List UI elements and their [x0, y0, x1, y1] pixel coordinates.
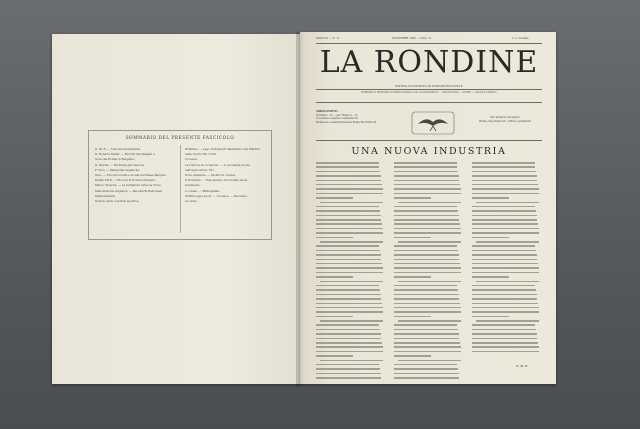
text-line: [316, 254, 381, 256]
text-line: [394, 272, 461, 274]
toc-left-column: [95, 147, 179, 204]
text-line: [472, 228, 539, 230]
spine-shadow: [296, 32, 304, 386]
toc-entry: P. Benchini. — Esposizione di Colombi ad al-: [185, 178, 248, 183]
toc-entry: Notizie varie e notizie sportive.: [95, 199, 140, 204]
info-line: Redazione e Amministrazione Roma Via Orsini 25: [316, 120, 377, 124]
left-page: [52, 34, 300, 384]
text-line: [316, 171, 380, 173]
text-line: [394, 316, 431, 318]
text-line: [316, 232, 383, 234]
text-line: [472, 285, 535, 287]
text-line: [394, 228, 461, 230]
article-headline: UNA NUOVA INDUSTRIA: [351, 146, 507, 157]
text-line: [472, 307, 539, 309]
text-line: [316, 294, 381, 296]
toc-entry: ne varie.: [185, 199, 198, 204]
article-signature: G. M. R.: [516, 364, 529, 368]
toc-entry: Cronaca.: [185, 157, 198, 162]
toc-entry: La rubrica in occasione. — A. prossima nuova: [185, 162, 250, 167]
text-line: [394, 342, 460, 344]
text-line: [316, 338, 381, 340]
text-line: [316, 223, 382, 225]
text-line: [472, 338, 537, 340]
text-line: [316, 263, 382, 265]
right-page: [300, 32, 556, 384]
text-line: [394, 223, 460, 225]
text-line: [394, 355, 431, 357]
text-line: [472, 219, 537, 221]
text-line: [472, 184, 538, 186]
text-line: [394, 329, 458, 331]
issue-number: ANNO IV — N. 11: [316, 37, 340, 40]
text-line: [476, 320, 539, 322]
text-line: [472, 162, 535, 164]
text-line: [320, 320, 383, 322]
text-line: [394, 303, 460, 305]
text-line: [316, 324, 379, 326]
text-line: [316, 237, 353, 239]
text-line: [472, 346, 539, 348]
text-line: [316, 267, 383, 269]
text-line: [394, 210, 458, 212]
text-line: [316, 316, 353, 318]
text-line: [394, 180, 459, 182]
postal-account: C. C. Postale: [512, 37, 529, 40]
text-line: [316, 351, 383, 353]
text-line: [316, 272, 383, 274]
text-line: [394, 346, 461, 348]
text-line: [316, 250, 380, 252]
text-line: [394, 250, 458, 252]
text-line: [394, 259, 459, 261]
text-line: [394, 333, 459, 335]
text-line: [472, 351, 539, 353]
text-line: [316, 206, 379, 208]
text-line: [472, 245, 535, 247]
toc-entry: Miss Pretoria Angelica. — Beccafichi Reticolati: [95, 188, 162, 193]
swallow-emblem: [404, 110, 462, 136]
tagline-rule: [316, 102, 542, 103]
text-line: [320, 360, 383, 362]
text-line: [394, 267, 461, 269]
text-line: [476, 241, 539, 243]
text-line: [316, 219, 381, 221]
toc-entry: Ornithologia sport. — Cronaca. — Recensio-: [185, 193, 248, 198]
text-line: [394, 162, 457, 164]
text-line: [394, 289, 458, 291]
text-line: [394, 188, 461, 190]
text-line: [394, 254, 459, 256]
text-line: [316, 307, 383, 309]
toc-entry: dell'Agricoltura, Etc.: [185, 167, 215, 172]
text-line: [394, 364, 457, 366]
text-line: [316, 377, 381, 379]
subscription-info: [316, 110, 394, 124]
text-line: [472, 329, 536, 331]
text-column-3: [472, 162, 540, 355]
info-line: Per annunzi rivolgersi: [490, 116, 520, 119]
text-line: [394, 263, 460, 265]
text-line: [316, 311, 383, 313]
table-of-contents: [88, 130, 272, 240]
masthead: LA RONDINE: [319, 45, 539, 80]
toc-entry: Gino. — Piccoli uccelli e uccelli nel Paese Bergam.: [95, 173, 167, 178]
text-line: [320, 281, 383, 283]
toc-title: SOMMARIO DEL PRESENTE FASCICOLO: [125, 135, 235, 140]
text-line: [316, 298, 381, 300]
text-line: [394, 351, 461, 353]
text-line: [472, 206, 535, 208]
info-line: ABBONAMENTI: [316, 110, 338, 113]
text-line: [394, 232, 461, 234]
text-line: [472, 342, 538, 344]
text-line: [394, 311, 461, 313]
text-line: [394, 206, 457, 208]
toc-entry: Emilio Ferri. — Ricordi di Roberto Paolani.: [95, 178, 156, 183]
text-line: [316, 228, 383, 230]
text-line: [394, 368, 458, 370]
text-line: [398, 202, 461, 204]
text-line: [316, 162, 379, 164]
text-line: [394, 294, 459, 296]
text-line: [394, 285, 457, 287]
text-line: [394, 338, 459, 340]
text-line: [472, 289, 536, 291]
text-line: [472, 254, 537, 256]
text-line: [316, 188, 383, 190]
text-line: [472, 171, 536, 173]
text-line: [316, 210, 380, 212]
subtitle: RIVISTA ILLUSTRATA DI SCIENZE RACCOLTE: [395, 84, 463, 88]
text-line: [476, 202, 539, 204]
text-line: [394, 373, 459, 375]
text-line: [398, 360, 461, 362]
text-line: [316, 289, 380, 291]
text-line: [316, 197, 353, 199]
text-line: [472, 303, 538, 305]
toc-entry: Note dal Ronda di Bergamo.: [95, 157, 136, 162]
text-line: [316, 166, 379, 168]
text-line: [316, 329, 380, 331]
text-line: [394, 298, 459, 300]
text-line: [398, 281, 461, 283]
text-line: [472, 215, 537, 217]
headline-rule: [316, 140, 542, 141]
text-column-1: [316, 162, 384, 382]
text-line: [394, 377, 459, 379]
text-line: [316, 346, 383, 348]
text-line: [472, 324, 535, 326]
text-line: [316, 175, 381, 177]
issue-date: NOVEMBRE 1922 — Num. 11: [392, 37, 432, 40]
toc-entry: G. Morini. — Da Roma per Genova.: [95, 162, 145, 167]
info-line: Roma, Via Orsini 25 - Ufficio pubblicità: [479, 120, 531, 123]
text-line: [472, 193, 539, 195]
text-line: [472, 259, 537, 261]
toc-entry: nelle nostre Mr. Conti.: [185, 152, 217, 157]
text-line: [394, 307, 461, 309]
header-rule: [316, 43, 542, 44]
text-line: [316, 303, 382, 305]
text-line: [472, 294, 537, 296]
info-line: In Italia L. 12 — per l'Estero L. 15: [316, 113, 358, 117]
text-line: [398, 320, 461, 322]
text-line: [472, 237, 509, 239]
text-line: [476, 281, 539, 283]
text-line: [316, 373, 381, 375]
text-line: [472, 210, 536, 212]
text-line: [472, 298, 537, 300]
text-line: [320, 241, 383, 243]
text-line: [316, 368, 380, 370]
text-line: [472, 232, 539, 234]
toc-entry: Miglioramenti.: [95, 193, 117, 198]
text-line: [398, 241, 461, 243]
text-line: [316, 276, 353, 278]
toc-entry: Ornithes. — Lago d'Orgibotti Martinetti, Dei Martini: [185, 147, 260, 151]
text-line: [472, 311, 539, 313]
text-line: [472, 180, 537, 182]
toc-entry: Note Ampliere. — Mostri di ornitos.: [185, 173, 236, 178]
text-line: [316, 285, 379, 287]
toc-entry: levamento.: [185, 183, 201, 188]
tagline: PERIODICO MENSILE DI ORNITOLOGIA CON ALLEVAMENTI — AVICOLTURA — SPORT — CACCIA E PESCA: [361, 91, 497, 94]
text-line: [394, 197, 431, 199]
info-line: Un numero separato Centesimi 50: [316, 117, 358, 121]
text-line: [472, 223, 538, 225]
text-line: [472, 175, 537, 177]
text-line: [472, 272, 539, 274]
text-line: [472, 276, 509, 278]
text-line: [394, 166, 457, 168]
text-line: [316, 245, 379, 247]
toc-divider: [180, 145, 181, 233]
text-line: [316, 180, 381, 182]
toc-entry: G. M. R. — Una nuova industria.: [95, 147, 141, 151]
text-line: [394, 215, 459, 217]
text-line: [394, 245, 457, 247]
text-line: [394, 276, 431, 278]
text-line: [472, 333, 537, 335]
text-line: [316, 333, 381, 335]
text-line: [394, 324, 457, 326]
text-column-2: [394, 162, 462, 382]
toc-entry: D. Roberto Patini. — Ricordi dei Malgari e: [95, 152, 155, 157]
text-line: [316, 215, 381, 217]
text-line: [472, 250, 536, 252]
toc-entry: F. Vivo. — Pellegrina Angeliche.: [95, 167, 141, 172]
text-line: [394, 237, 431, 239]
text-line: [316, 184, 382, 186]
text-line: [394, 193, 461, 195]
text-line: [320, 202, 383, 204]
text-line: [394, 171, 458, 173]
text-line: [316, 364, 379, 366]
text-line: [472, 166, 535, 168]
text-line: [316, 193, 383, 195]
text-line: [472, 316, 509, 318]
toc-entry: Marco Taverna. — Le miniature verso la Torre.: [95, 183, 162, 188]
text-line: [472, 263, 538, 265]
toc-entry: Lo stelle. — Bibliografia.: [185, 188, 220, 193]
text-line: [316, 342, 382, 344]
masthead-rule: [316, 89, 542, 90]
text-line: [394, 219, 459, 221]
text-line: [472, 267, 539, 269]
text-line: [394, 175, 459, 177]
text-line: [394, 184, 460, 186]
text-line: [472, 188, 539, 190]
advertising-info: [468, 116, 542, 124]
text-line: [472, 197, 509, 199]
text-line: [316, 259, 381, 261]
text-line: [316, 355, 353, 357]
toc-right-column: [185, 147, 269, 204]
